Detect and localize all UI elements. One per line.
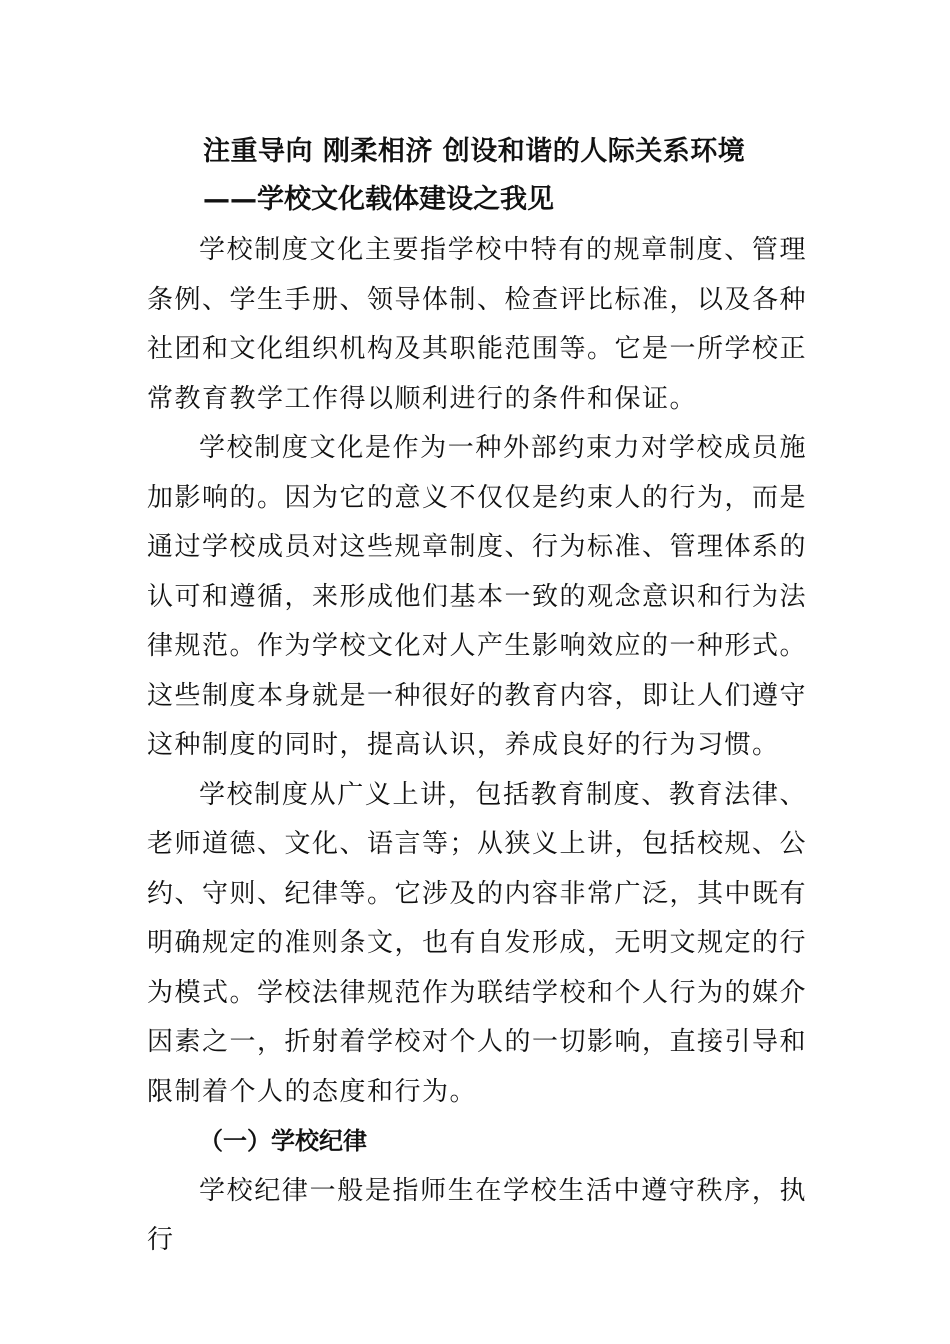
document-title: 注重导向 刚柔相济 创设和谐的人际关系环境 xyxy=(203,136,746,167)
document-body xyxy=(147,226,807,1266)
section-heading: （一）学校纪律 xyxy=(199,1127,367,1155)
paragraph-2: 学校制度文化是作为一种外部约束力对学校成员施加影响的。因为它的意义不仅仅是约束人的行为，而是通过学校成员对这些规章制度、行为标准、管理体系的认可和遵循，来形成他们基本一致的观念意识和行为法律规范。作为学校文化对人产生影响效应的一种形式。这些制度本身就是一种很好的教育内容，即让人们遵守这种制度的同时，提高认识，养成良好的行为习惯。 xyxy=(147,433,808,760)
document-subtitle: ——学校文化载体建设之我见 xyxy=(203,184,554,215)
paragraph-1: 学校制度文化主要指学校中特有的规章制度、管理条例、学生手册、领导体制、检查评比标准，以及各种社团和文化组织机构及其职能范围等。它是一所学校正常教育教学工作得以顺利进行的条件和保证。 xyxy=(147,235,808,414)
paragraph-3: 学校制度从广义上讲，包括教育制度、教育法律、老师道德、文化、语言等；从狭义上讲，包括校规、公约、守则、纪律等。它涉及的内容非常广泛，其中既有明确规定的准则条文，也有自发形成，无明文规定的行为模式。学校法律规范作为联结学校和个人行为的媒介因素之一，折射着学校对个人的一切影响，直接引导和限制着个人的态度和行为。 xyxy=(147,779,808,1107)
section-paragraph: 学校纪律一般是指师生在学校生活中遵守秩序，执行 xyxy=(147,1175,807,1255)
